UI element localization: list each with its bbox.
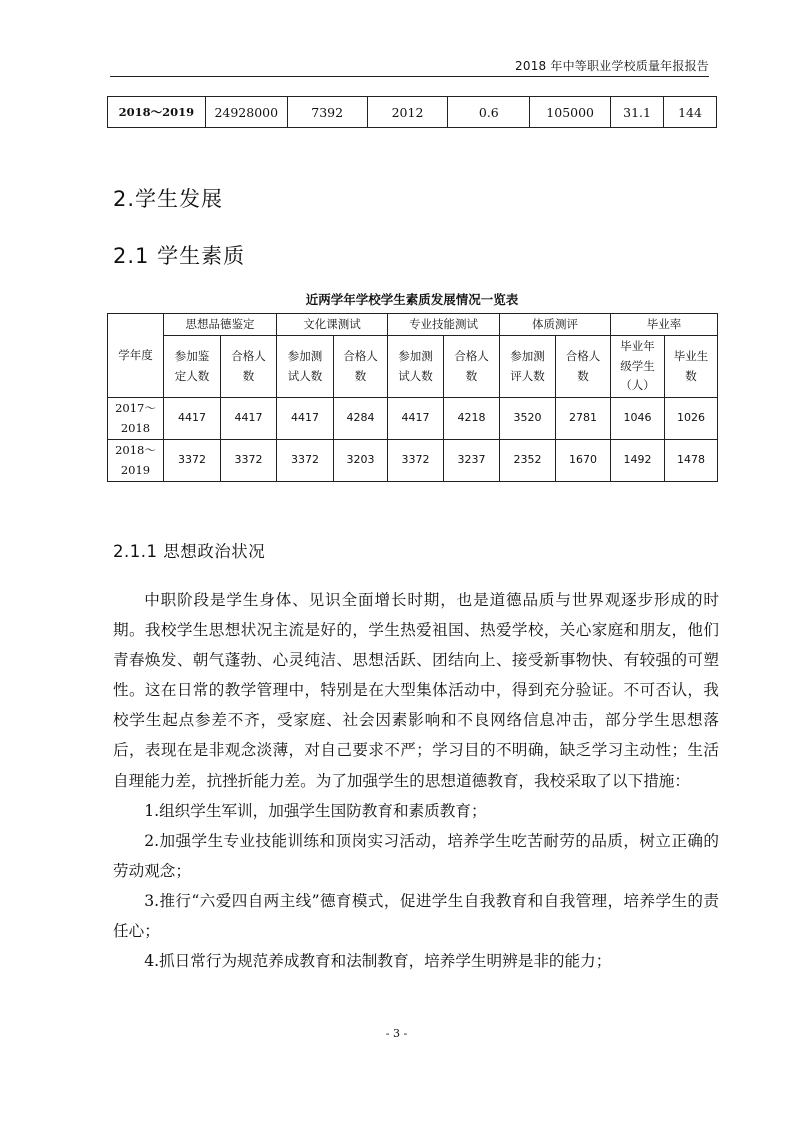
table-header-row [108,314,718,336]
table-cell: 24928000 [205,97,287,128]
table-cell: 105000 [530,97,611,128]
table-caption: 近两学年学校学生素质发展情况一览表 [305,292,519,307]
body-text [113,585,719,976]
subsection-heading: 2.1 学生素质 [113,244,246,268]
table-subheader: 参加鉴定人数 [164,336,221,398]
table-subheader: 合格人数 [221,336,277,398]
table-row [108,440,718,482]
table-subheader: 参加测试人数 [277,336,334,398]
body-paragraph: 中职阶段是学生身体、见识全面增长时期，也是道德品质与世界观逐步形成的时期。我校学生思想状况主流是好的，学生热爱祖国、热爱学校，关心家庭和朋友，他们青春焕发、朝气蓬勃、心灵纯洁、思想活跃、团结向上、接受新事物快、有较强的可塑性。这在日常的教学管理中，特别是在大型集体活动中，得到充分验证。不可否认，我校学生起点参差不齐，受家庭、社会因素影响和不良网络信息冲击，部分学生思想落后，表现在是非观念淡薄，对自己要求不严；学习目的不明确，缺乏学习主动性；生活自理能力差，抗挫折能力差。为了加强学生的思想道德教育，我校采取了以下措施： [113,591,719,790]
student-quality-table [107,313,718,482]
table-cell: 1492 [611,440,665,482]
subsubsection-heading: 2.1.1 思想政治状况 [113,542,266,561]
table-row [108,398,718,440]
table-cell: 2781 [556,398,611,440]
table-cell: 0.6 [448,97,530,128]
table-subheader: 毕业生数 [665,336,718,398]
list-item: 3.推行“六爱四自两主线”德育模式，促进学生自我教育和自我管理，培养学生的责任心； [113,891,719,941]
table-subheader-row [108,336,718,398]
table-cell-year: 2018～2019 [108,97,206,128]
table-cell: 144 [664,97,717,128]
table-cell: 3237 [444,440,500,482]
table-cell: 4417 [164,398,221,440]
table-cell: 2012 [367,97,448,128]
table-cell: 1026 [665,398,718,440]
table-cell: 4284 [334,398,388,440]
table-header-year: 学年度 [108,314,164,398]
table-cell: 1670 [556,440,611,482]
table-group-header: 体质测评 [500,314,611,336]
table-cell: 7392 [287,97,367,128]
table-cell: 3520 [500,398,556,440]
table-group-header: 毕业率 [611,314,718,336]
table-cell: 4417 [388,398,444,440]
table-cell: 3372 [277,440,334,482]
table-cell: 4218 [444,398,500,440]
table-subheader: 参加测试人数 [388,336,444,398]
section-heading: 2.学生发展 [113,187,224,211]
table-subheader: 毕业年级学生（人） [611,336,665,398]
table-group-header: 专业技能测试 [388,314,500,336]
list-item: 4.抓日常行为规范养成教育和法制教育，培养学生明辨是非的能力； [144,952,612,971]
table-cell: 4417 [221,398,277,440]
list-item: 1.组织学生军训，加强学生国防教育和素质教育； [144,801,487,820]
list-item: 2.加强学生专业技能训练和顶岗实习活动，培养学生吃苦耐劳的品质，树立正确的劳动观念； [113,831,719,880]
table-cell: 3372 [164,440,221,482]
table-group-header: 文化课测试 [277,314,388,336]
table-cell-year: 2017～2018 [108,398,164,440]
table-cell: 1478 [665,440,718,482]
table-cell: 3372 [388,440,444,482]
table-cell: 3372 [221,440,277,482]
table-subheader: 合格人数 [556,336,611,398]
table-cell-year: 2018～2019 [108,440,164,482]
table-subheader: 参加测评人数 [500,336,556,398]
table-subheader: 合格人数 [334,336,388,398]
table-cell: 3203 [334,440,388,482]
table-cell: 2352 [500,440,556,482]
table-cell: 4417 [277,398,334,440]
table-row [108,97,717,128]
table-cell: 1046 [611,398,665,440]
page-header-title: 2018 年中等职业学校质量年报报告 [515,59,709,73]
table-subheader: 合格人数 [444,336,500,398]
table-group-header: 思想品德鉴定 [164,314,277,336]
page-number: - 3 - [385,1027,408,1040]
investment-table-fragment [107,96,717,128]
header-divider [110,76,709,77]
table-cell: 31.1 [611,97,664,128]
